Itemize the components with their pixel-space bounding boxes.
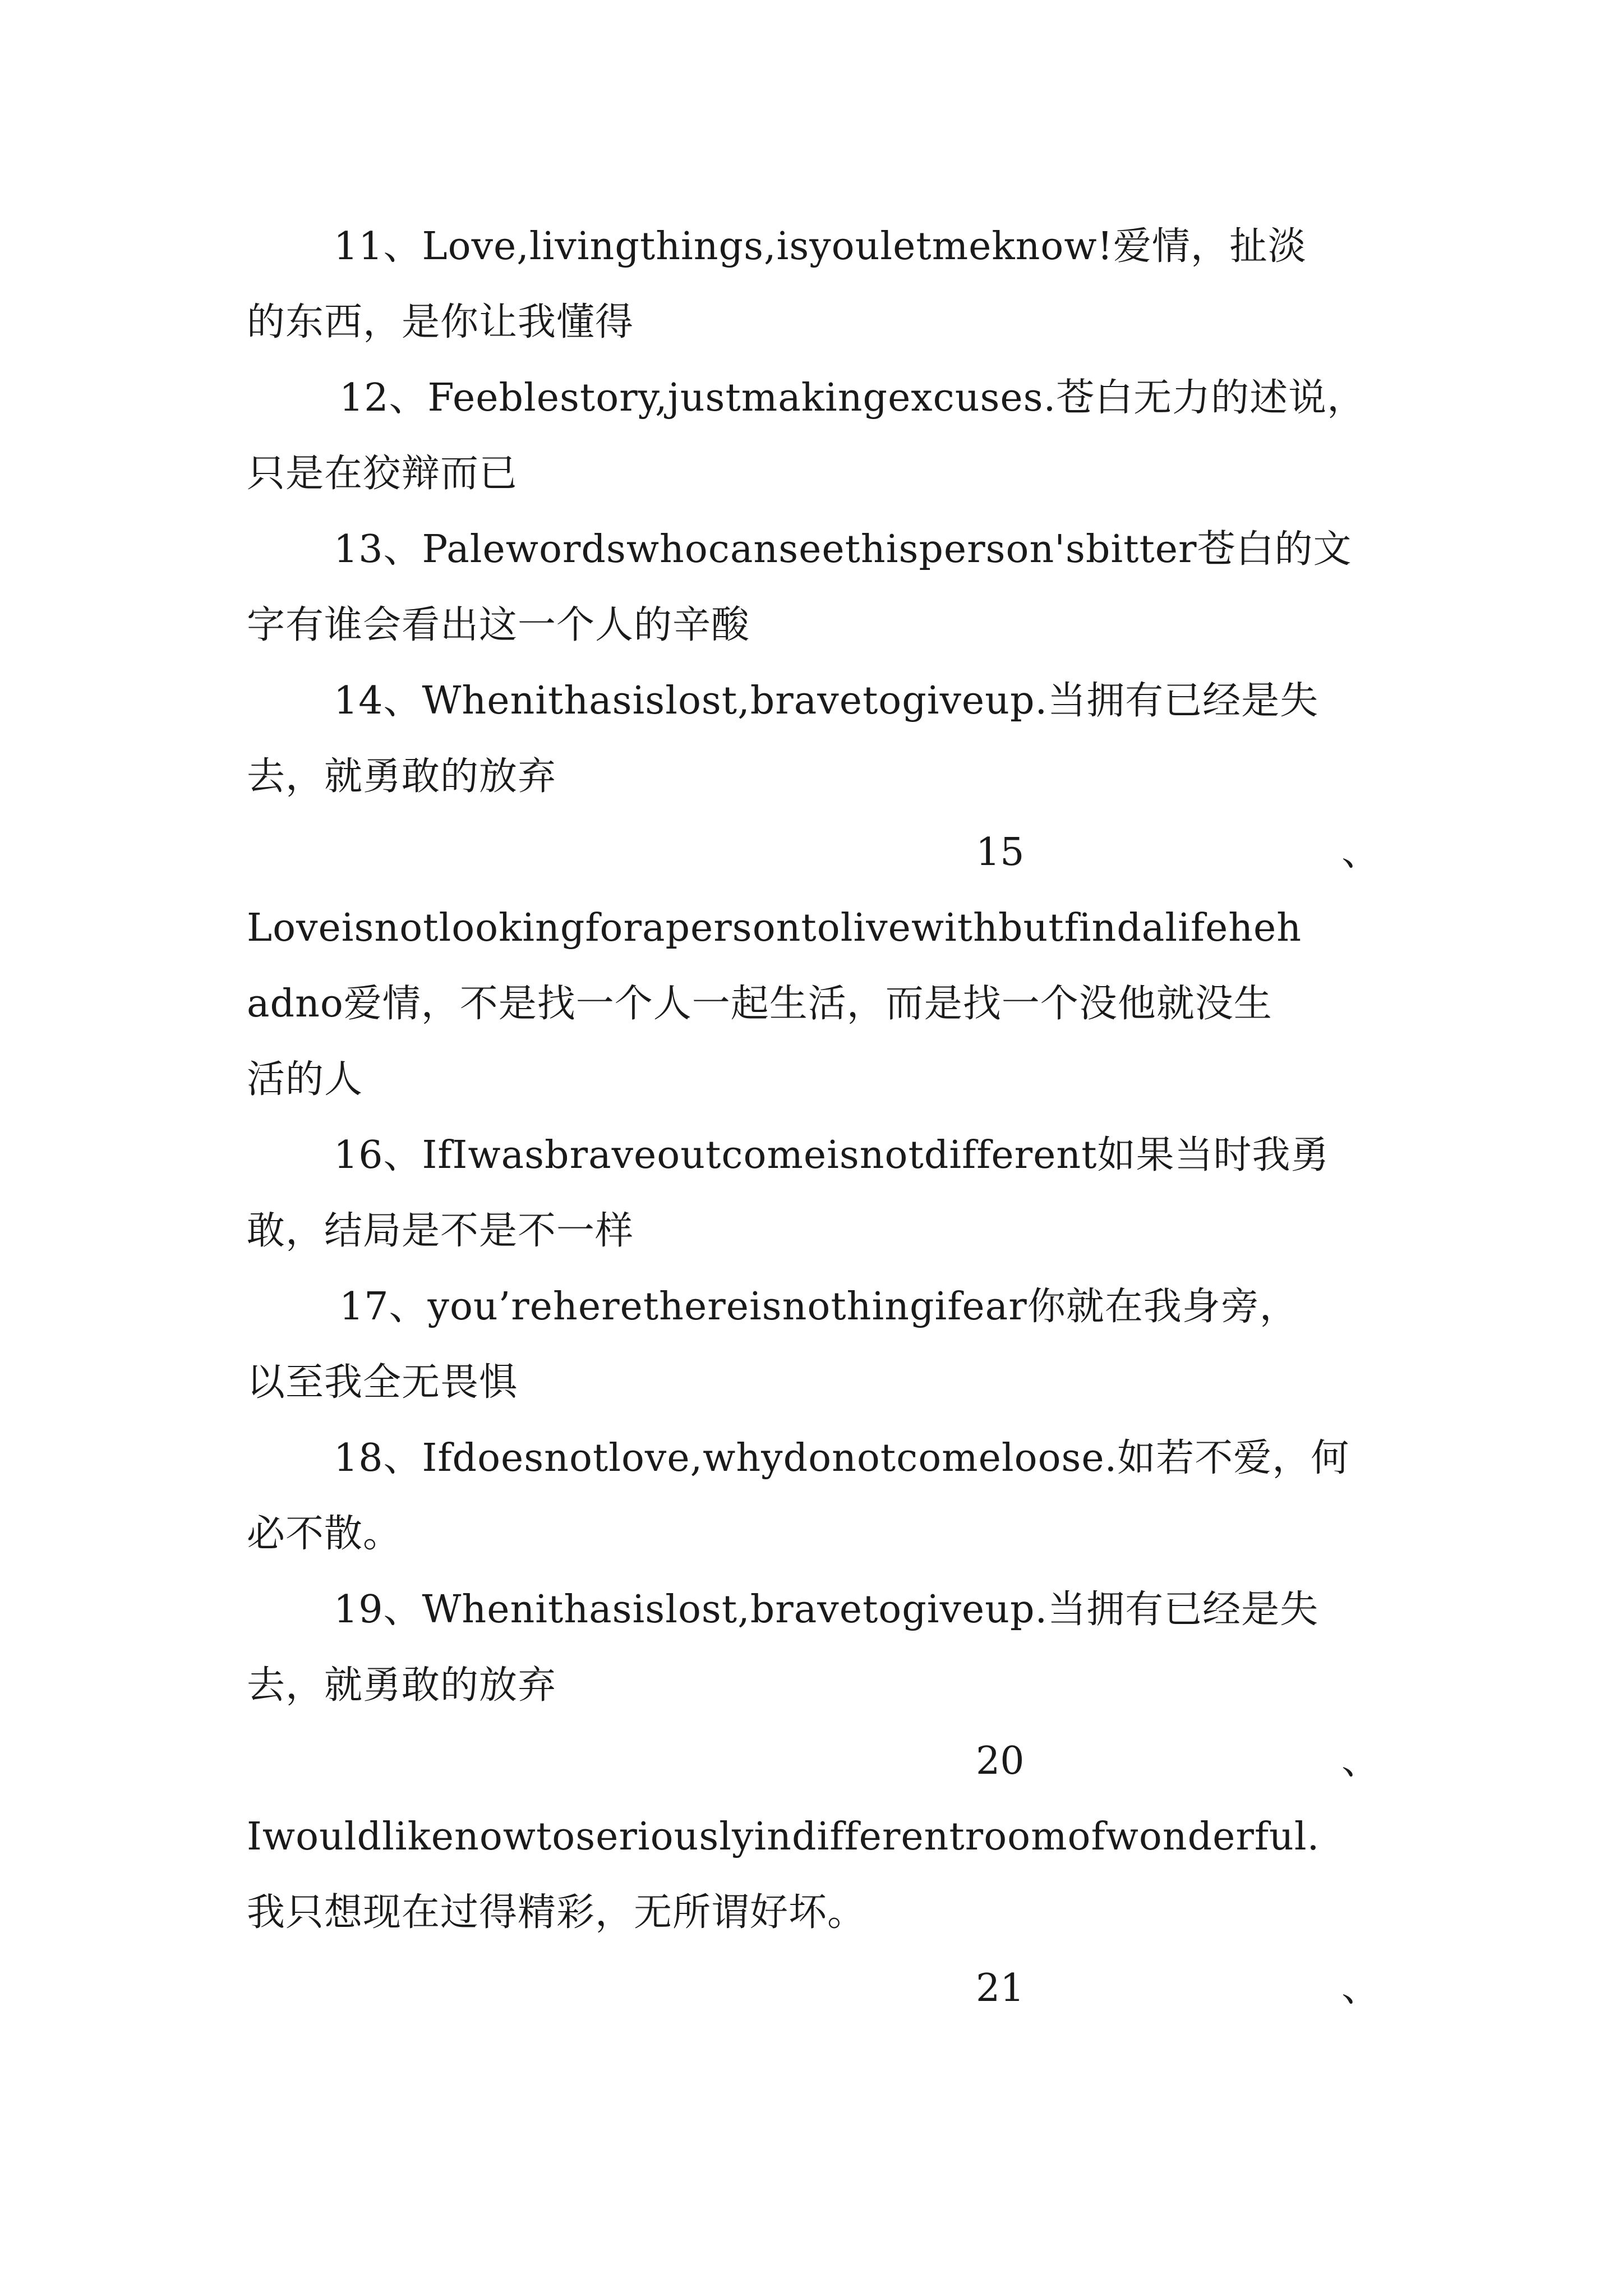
item-20-line-1: Iwouldlikenowtoseriouslyindifferentroomofwonderful. <box>247 1815 1320 1859</box>
item-14-line-1: 14、Whenithasislost,bravetogiveup.当拥有已经是失 <box>334 679 1319 723</box>
item-11-line-1: 11、Love,livingthings,isyouletmeknow!爱情，扯淡 <box>334 224 1307 269</box>
item-17-line-1: 17、you’reherethereisnothingifear你就在我身旁， <box>339 1285 1298 1329</box>
item-19-line-1: 19、Whenithasislost,bravetogiveup.当拥有已经是失 <box>334 1588 1319 1632</box>
item-18-line-2: 必不散。 <box>247 1512 402 1556</box>
item-12-line-1: 12、Feeblestory,justmakingexcuses.苍白无力的述说， <box>339 376 1366 420</box>
item-15-separator: 、 <box>1341 830 1380 875</box>
item-11-line-2: 的东西，是你让我懂得 <box>247 300 634 344</box>
item-13-line-2: 字有谁会看出这一个人的辛酸 <box>247 603 750 647</box>
item-18-line-1: 18、Ifdoesnotlove,whydonotcomeloose.如若不爱，何 <box>334 1436 1350 1480</box>
item-17-line-2: 以至我全无畏惧 <box>247 1360 518 1405</box>
item-12-line-2: 只是在狡辩而已 <box>247 452 518 496</box>
item-14-line-2: 去，就勇敢的放弃 <box>247 754 557 799</box>
item-15-number: 15 <box>976 830 1025 875</box>
item-20-number: 20 <box>976 1739 1025 1783</box>
item-19-line-2: 去，就勇敢的放弃 <box>247 1663 557 1708</box>
item-21-number: 21 <box>976 1966 1025 2010</box>
item-15-line-1: Loveisnotlookingforapersontolivewithbutfindalifeheh <box>247 906 1302 950</box>
item-15-line-3: 活的人 <box>247 1057 363 1102</box>
item-21-separator: 、 <box>1341 1966 1380 2010</box>
item-16-line-1: 16、IfIwasbraveoutcomeisnotdifferent如果当时我勇 <box>334 1133 1330 1177</box>
item-13-line-1: 13、Palewordswhocanseethisperson'sbitter苍白的文 <box>334 527 1352 572</box>
item-16-line-2: 敢，结局是不是不一样 <box>247 1209 634 1253</box>
item-20-line-2: 我只想现在过得精彩，无所谓好坏。 <box>247 1890 866 1935</box>
item-20-separator: 、 <box>1341 1739 1380 1783</box>
item-15-line-2: adno爱情，不是找一个人一起生活，而是找一个没他就没生 <box>247 982 1272 1026</box>
